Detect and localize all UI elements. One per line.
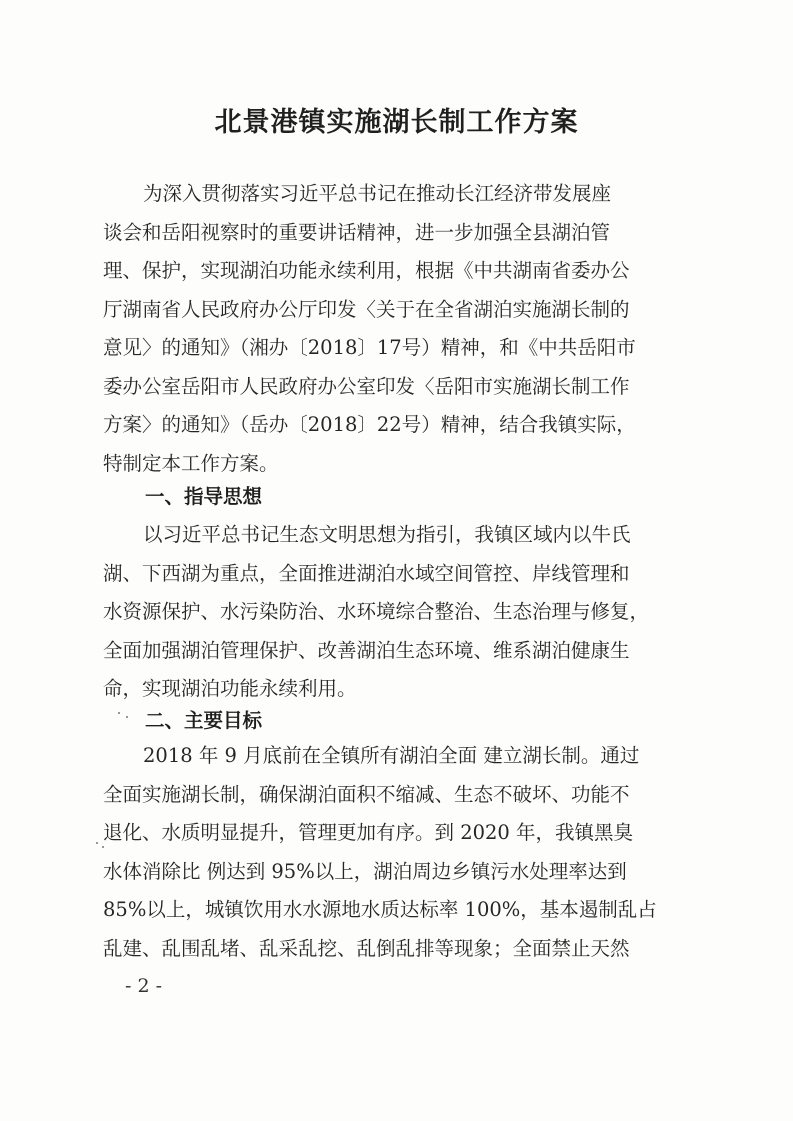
paragraph-line: 乱建、乱围乱堵、乱采乱挖、乱倒乱排等现象；全面禁止天然 — [103, 936, 630, 960]
paragraph-line: 谈会和岳阳视察时的重要讲话精神，进一步加强全县湖泊管 — [103, 220, 611, 244]
paragraph-line: 理、保护，实现湖泊功能永续利用，根据《中共湖南省委办公 — [103, 259, 630, 282]
paragraph-line: 湖、下西湖为重点，全面推进湖泊水域空间管控、岸线管理和 — [103, 561, 630, 585]
paragraph-line: 委办公室岳阳市人民政府办公室印发〈岳阳市实施湖长制工作 — [103, 374, 630, 398]
scan-speck — [96, 842, 98, 844]
paragraph-line: 水资源保护、水污染防治、水环境综合整治、生态治理与修复， — [103, 600, 650, 623]
guiding-ideology-paragraph — [103, 516, 683, 709]
paragraph-line: 85%以上，城镇饮用水水源地水质达标率 100%，基本遏制乱占 — [103, 898, 657, 921]
paragraph-line: 2018 年 9 月底前在全镇所有湖泊全面 建立湖长制。通过 — [143, 744, 640, 767]
paragraph-line: 特制定本工作方案。 — [103, 451, 279, 475]
document-title: 北景港镇实施湖长制工作方案 — [214, 107, 579, 138]
section-heading-guiding-ideology: 一、指导思想 — [145, 485, 263, 508]
main-goals-paragraph — [103, 737, 683, 968]
section-heading-main-goals: 二、主要目标 — [145, 709, 263, 732]
paragraph-line: 方案〉的通知》（岳办〔2018〕22号）精神，结合我镇实际， — [103, 413, 636, 436]
paragraph-line: 水体消除比 例达到 95%以上，湖泊周边乡镇污水处理率达到 — [103, 859, 627, 883]
scan-speck — [126, 716, 128, 718]
paragraph-line: 命，实现湖泊功能永续利用。 — [103, 677, 357, 700]
paragraph-line: 厅湖南省人民政府办公厅印发〈关于在全省湖泊实施湖长制的 — [103, 297, 630, 321]
paragraph-line: 意见〉的通知》（湘办〔2018〕17号）精神，和《中共岳阳市 — [103, 336, 636, 359]
page-number: - 2 - — [125, 975, 163, 997]
paragraph-line: 以习近平总书记生态文明思想为指引，我镇区域内以牛氏 — [143, 523, 631, 546]
paragraph-line: 为深入贯彻落实习近平总书记在推动长江经济带发展座 — [143, 182, 612, 205]
scan-speck — [102, 846, 104, 848]
scan-speck — [118, 712, 120, 714]
paragraph-line: 全面加强湖泊管理保护、改善湖泊生态环境、维系湖泊健康生 — [103, 638, 630, 662]
intro-paragraph — [103, 175, 683, 483]
paragraph-line: 全面实施湖长制，确保湖泊面积不缩减、生态不破坏、功能不 — [103, 782, 630, 806]
paragraph-line: 退化、水质明显提升，管理更加有序。到 2020 年，我镇黑臭 — [103, 821, 634, 844]
